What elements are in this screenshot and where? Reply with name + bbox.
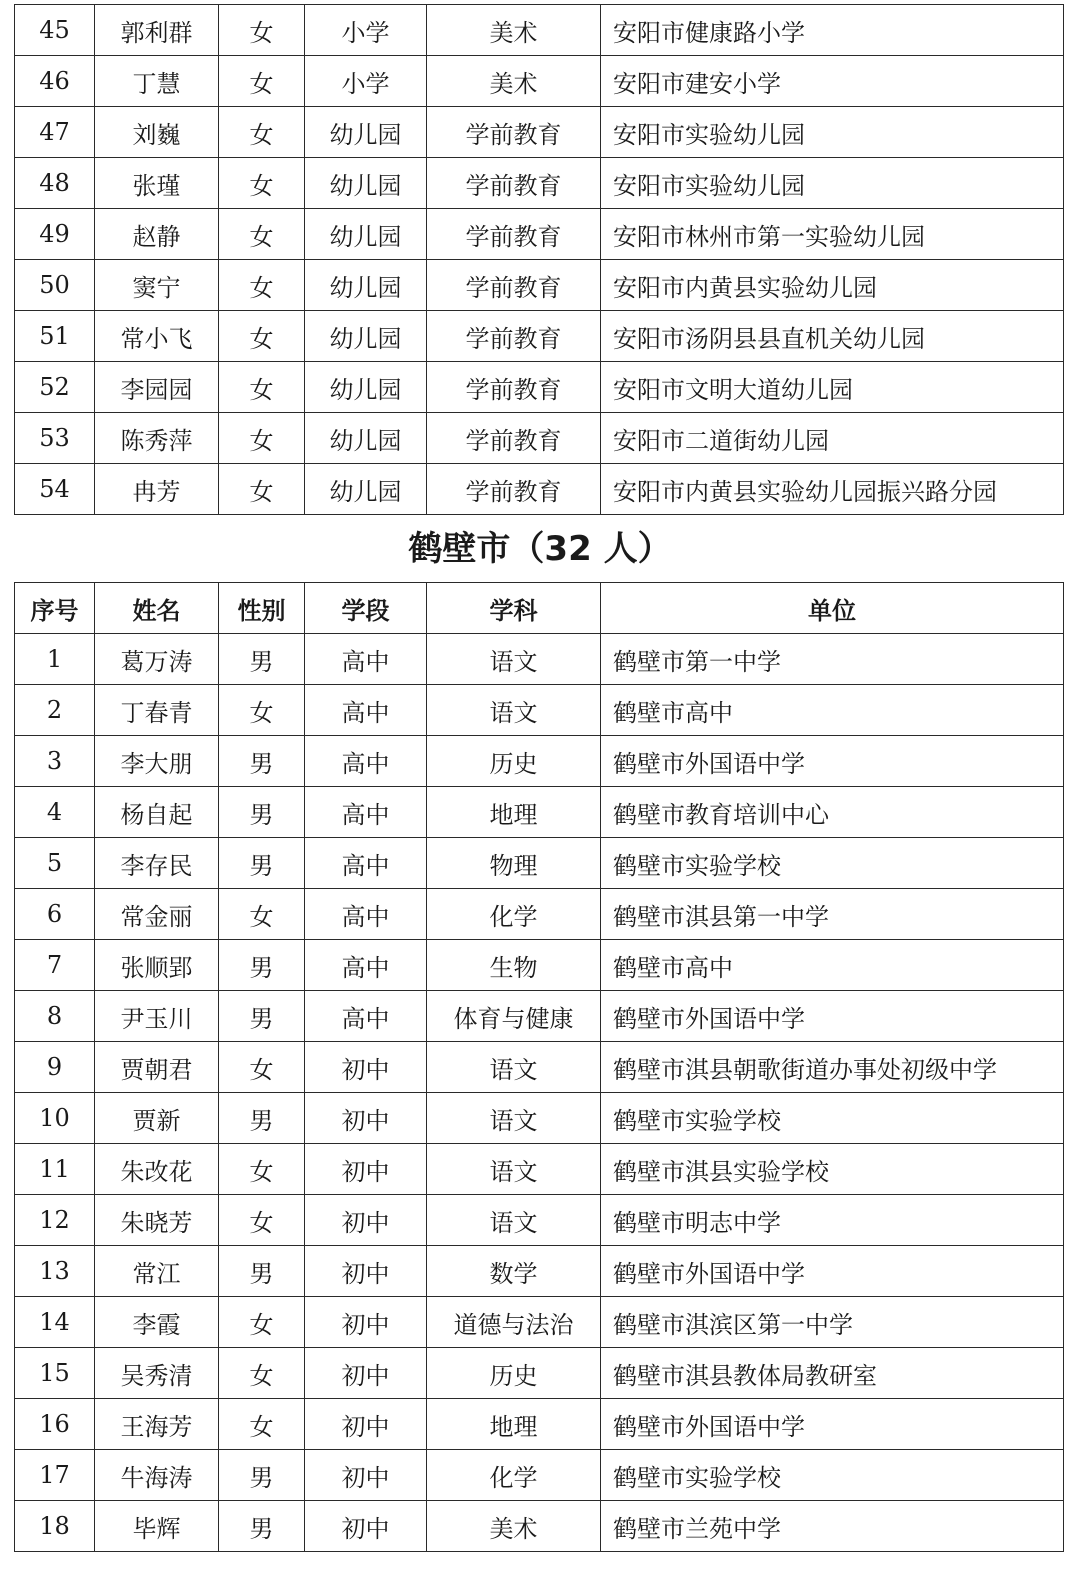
table-row	[15, 56, 1064, 107]
cell-unit: 鹤壁市明志中学	[601, 1195, 1064, 1246]
cell-unit: 鹤壁市淇滨区第一中学	[601, 1297, 1064, 1348]
cell-subject: 语文	[427, 1093, 601, 1144]
cell-index: 48	[15, 158, 95, 209]
cell-stage: 高中	[305, 736, 427, 787]
cell-unit: 鹤壁市教育培训中心	[601, 787, 1064, 838]
cell-subject: 学前教育	[427, 107, 601, 158]
cell-gender: 女	[219, 158, 305, 209]
cell-index: 5	[15, 838, 95, 889]
cell-name: 李大朋	[95, 736, 219, 787]
header-cell-unit: 单位	[601, 583, 1064, 634]
cell-gender: 女	[219, 1297, 305, 1348]
header-cell-stage: 学段	[305, 583, 427, 634]
cell-subject: 学前教育	[427, 158, 601, 209]
cell-gender: 男	[219, 736, 305, 787]
cell-index: 14	[15, 1297, 95, 1348]
cell-stage: 小学	[305, 5, 427, 56]
cell-name: 杨自起	[95, 787, 219, 838]
cell-gender: 男	[219, 1450, 305, 1501]
cell-unit: 鹤壁市淇县第一中学	[601, 889, 1064, 940]
cell-stage: 幼儿园	[305, 260, 427, 311]
cell-gender: 女	[219, 685, 305, 736]
bottom-table	[14, 582, 1064, 1552]
cell-index: 6	[15, 889, 95, 940]
table-row	[15, 1042, 1064, 1093]
cell-gender: 女	[219, 464, 305, 515]
cell-name: 常金丽	[95, 889, 219, 940]
cell-index: 10	[15, 1093, 95, 1144]
cell-stage: 幼儿园	[305, 209, 427, 260]
cell-unit: 鹤壁市外国语中学	[601, 736, 1064, 787]
cell-unit: 鹤壁市外国语中学	[601, 1246, 1064, 1297]
cell-stage: 初中	[305, 1093, 427, 1144]
cell-stage: 幼儿园	[305, 464, 427, 515]
cell-name: 尹玉川	[95, 991, 219, 1042]
cell-unit: 鹤壁市高中	[601, 685, 1064, 736]
cell-gender: 男	[219, 1501, 305, 1552]
cell-name: 张顺郢	[95, 940, 219, 991]
cell-gender: 女	[219, 1348, 305, 1399]
cell-name: 李园园	[95, 362, 219, 413]
cell-index: 1	[15, 634, 95, 685]
table-row	[15, 787, 1064, 838]
cell-subject: 学前教育	[427, 464, 601, 515]
cell-subject: 历史	[427, 736, 601, 787]
cell-index: 47	[15, 107, 95, 158]
cell-name: 丁春青	[95, 685, 219, 736]
table-row	[15, 311, 1064, 362]
cell-name: 丁慧	[95, 56, 219, 107]
cell-name: 刘巍	[95, 107, 219, 158]
cell-unit: 安阳市健康路小学	[601, 5, 1064, 56]
cell-gender: 女	[219, 1042, 305, 1093]
cell-unit: 鹤壁市实验学校	[601, 838, 1064, 889]
cell-gender: 女	[219, 1144, 305, 1195]
table-row	[15, 1297, 1064, 1348]
cell-stage: 幼儿园	[305, 413, 427, 464]
cell-name: 李霞	[95, 1297, 219, 1348]
cell-name: 毕辉	[95, 1501, 219, 1552]
cell-gender: 女	[219, 209, 305, 260]
cell-name: 郭利群	[95, 5, 219, 56]
cell-index: 45	[15, 5, 95, 56]
cell-gender: 女	[219, 107, 305, 158]
table-row	[15, 991, 1064, 1042]
table-row	[15, 260, 1064, 311]
top-table-body	[15, 5, 1064, 515]
section-title: 鹤壁市（32 人）	[408, 529, 672, 569]
cell-unit: 安阳市内黄县实验幼儿园振兴路分园	[601, 464, 1064, 515]
cell-stage: 幼儿园	[305, 107, 427, 158]
cell-gender: 女	[219, 889, 305, 940]
cell-subject: 数学	[427, 1246, 601, 1297]
cell-unit: 鹤壁市淇县实验学校	[601, 1144, 1064, 1195]
cell-subject: 语文	[427, 685, 601, 736]
cell-name: 吴秀清	[95, 1348, 219, 1399]
cell-subject: 学前教育	[427, 362, 601, 413]
cell-subject: 学前教育	[427, 260, 601, 311]
cell-stage: 高中	[305, 991, 427, 1042]
cell-unit: 鹤壁市淇县教体局教研室	[601, 1348, 1064, 1399]
cell-unit: 鹤壁市外国语中学	[601, 1399, 1064, 1450]
cell-subject: 学前教育	[427, 413, 601, 464]
cell-subject: 美术	[427, 56, 601, 107]
table-row	[15, 1195, 1064, 1246]
top-table	[14, 4, 1064, 515]
table-row	[15, 1348, 1064, 1399]
table-row	[15, 736, 1064, 787]
cell-index: 4	[15, 787, 95, 838]
cell-subject: 学前教育	[427, 209, 601, 260]
cell-gender: 男	[219, 1246, 305, 1297]
cell-unit: 鹤壁市兰苑中学	[601, 1501, 1064, 1552]
cell-unit: 安阳市文明大道幼儿园	[601, 362, 1064, 413]
cell-unit: 鹤壁市外国语中学	[601, 991, 1064, 1042]
bottom-table-body	[15, 634, 1064, 1552]
cell-index: 52	[15, 362, 95, 413]
cell-subject: 化学	[427, 889, 601, 940]
cell-name: 朱晓芳	[95, 1195, 219, 1246]
cell-name: 王海芳	[95, 1399, 219, 1450]
cell-subject: 美术	[427, 1501, 601, 1552]
cell-name: 牛海涛	[95, 1450, 219, 1501]
cell-gender: 男	[219, 787, 305, 838]
cell-gender: 男	[219, 940, 305, 991]
cell-index: 46	[15, 56, 95, 107]
cell-unit: 安阳市建安小学	[601, 56, 1064, 107]
cell-name: 常江	[95, 1246, 219, 1297]
cell-index: 51	[15, 311, 95, 362]
table-row	[15, 1501, 1064, 1552]
header-cell-name: 姓名	[95, 583, 219, 634]
cell-unit: 安阳市实验幼儿园	[601, 107, 1064, 158]
cell-gender: 女	[219, 5, 305, 56]
table-row	[15, 5, 1064, 56]
cell-name: 常小飞	[95, 311, 219, 362]
table-row	[15, 1144, 1064, 1195]
cell-gender: 女	[219, 56, 305, 107]
cell-unit: 鹤壁市第一中学	[601, 634, 1064, 685]
cell-gender: 女	[219, 362, 305, 413]
table-row	[15, 1399, 1064, 1450]
table-row	[15, 362, 1064, 413]
cell-unit: 鹤壁市淇县朝歌街道办事处初级中学	[601, 1042, 1064, 1093]
cell-subject: 语文	[427, 1195, 601, 1246]
cell-subject: 美术	[427, 5, 601, 56]
cell-stage: 小学	[305, 56, 427, 107]
table-row	[15, 838, 1064, 889]
cell-stage: 初中	[305, 1144, 427, 1195]
cell-index: 18	[15, 1501, 95, 1552]
cell-stage: 初中	[305, 1246, 427, 1297]
cell-name: 贾朝君	[95, 1042, 219, 1093]
cell-name: 贾新	[95, 1093, 219, 1144]
cell-unit: 安阳市内黄县实验幼儿园	[601, 260, 1064, 311]
cell-name: 陈秀萍	[95, 413, 219, 464]
cell-stage: 初中	[305, 1042, 427, 1093]
cell-unit: 安阳市实验幼儿园	[601, 158, 1064, 209]
table-row	[15, 1450, 1064, 1501]
cell-name: 窦宁	[95, 260, 219, 311]
cell-subject: 道德与法治	[427, 1297, 601, 1348]
cell-subject: 语文	[427, 1144, 601, 1195]
cell-subject: 语文	[427, 1042, 601, 1093]
bottom-table-header	[15, 583, 1064, 634]
cell-subject: 化学	[427, 1450, 601, 1501]
cell-stage: 高中	[305, 787, 427, 838]
cell-gender: 女	[219, 311, 305, 362]
table-row	[15, 634, 1064, 685]
cell-index: 9	[15, 1042, 95, 1093]
cell-index: 7	[15, 940, 95, 991]
cell-index: 53	[15, 413, 95, 464]
table-row	[15, 464, 1064, 515]
cell-stage: 高中	[305, 685, 427, 736]
cell-gender: 男	[219, 838, 305, 889]
cell-index: 8	[15, 991, 95, 1042]
cell-stage: 初中	[305, 1195, 427, 1246]
table-row	[15, 889, 1064, 940]
table-row	[15, 940, 1064, 991]
table-row	[15, 413, 1064, 464]
cell-stage: 高中	[305, 889, 427, 940]
table-row	[15, 158, 1064, 209]
table-row	[15, 209, 1064, 260]
header-cell-subject: 学科	[427, 583, 601, 634]
cell-index: 50	[15, 260, 95, 311]
header-cell-index: 序号	[15, 583, 95, 634]
cell-subject: 物理	[427, 838, 601, 889]
cell-name: 张瑾	[95, 158, 219, 209]
cell-gender: 女	[219, 1399, 305, 1450]
cell-gender: 男	[219, 634, 305, 685]
cell-index: 15	[15, 1348, 95, 1399]
cell-gender: 男	[219, 991, 305, 1042]
cell-index: 17	[15, 1450, 95, 1501]
cell-index: 11	[15, 1144, 95, 1195]
table-row	[15, 1093, 1064, 1144]
cell-unit: 鹤壁市实验学校	[601, 1450, 1064, 1501]
cell-stage: 高中	[305, 838, 427, 889]
cell-gender: 女	[219, 1195, 305, 1246]
cell-subject: 体育与健康	[427, 991, 601, 1042]
cell-gender: 男	[219, 1093, 305, 1144]
cell-index: 2	[15, 685, 95, 736]
cell-stage: 幼儿园	[305, 362, 427, 413]
cell-unit: 鹤壁市高中	[601, 940, 1064, 991]
cell-unit: 安阳市汤阴县县直机关幼儿园	[601, 311, 1064, 362]
cell-name: 葛万涛	[95, 634, 219, 685]
header-cell-gender: 性别	[219, 583, 305, 634]
cell-index: 3	[15, 736, 95, 787]
cell-index: 12	[15, 1195, 95, 1246]
cell-name: 李存民	[95, 838, 219, 889]
cell-index: 16	[15, 1399, 95, 1450]
cell-stage: 初中	[305, 1450, 427, 1501]
cell-name: 朱改花	[95, 1144, 219, 1195]
table-row	[15, 685, 1064, 736]
header-row	[15, 583, 1064, 634]
cell-stage: 高中	[305, 634, 427, 685]
cell-unit: 鹤壁市实验学校	[601, 1093, 1064, 1144]
cell-subject: 历史	[427, 1348, 601, 1399]
cell-stage: 高中	[305, 940, 427, 991]
table-row	[15, 1246, 1064, 1297]
cell-subject: 学前教育	[427, 311, 601, 362]
cell-name: 冉芳	[95, 464, 219, 515]
cell-subject: 地理	[427, 787, 601, 838]
cell-stage: 初中	[305, 1399, 427, 1450]
cell-stage: 幼儿园	[305, 158, 427, 209]
cell-stage: 初中	[305, 1348, 427, 1399]
cell-unit: 安阳市二道街幼儿园	[601, 413, 1064, 464]
cell-name: 赵静	[95, 209, 219, 260]
cell-stage: 幼儿园	[305, 311, 427, 362]
cell-unit: 安阳市林州市第一实验幼儿园	[601, 209, 1064, 260]
cell-stage: 初中	[305, 1501, 427, 1552]
table-row	[15, 107, 1064, 158]
cell-subject: 生物	[427, 940, 601, 991]
cell-index: 54	[15, 464, 95, 515]
cell-gender: 女	[219, 413, 305, 464]
cell-subject: 地理	[427, 1399, 601, 1450]
cell-index: 13	[15, 1246, 95, 1297]
cell-subject: 语文	[427, 634, 601, 685]
cell-stage: 初中	[305, 1297, 427, 1348]
cell-gender: 女	[219, 260, 305, 311]
cell-index: 49	[15, 209, 95, 260]
